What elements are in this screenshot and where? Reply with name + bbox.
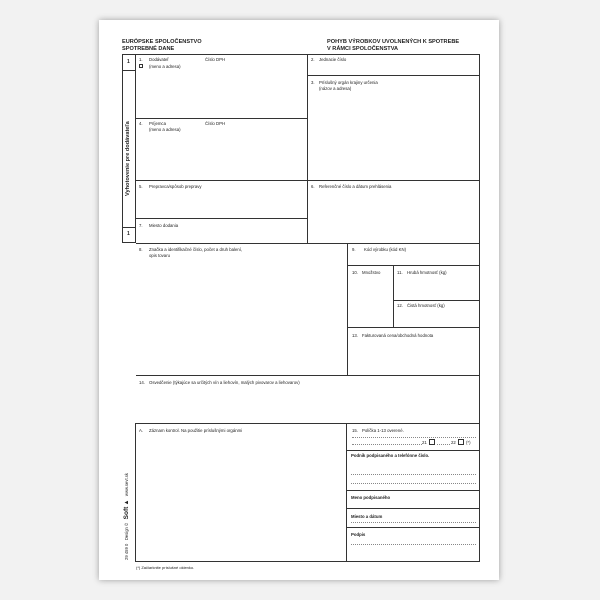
- sign-name-label: Meno podpisaného: [351, 495, 391, 500]
- field-21-checkbox[interactable]: [429, 439, 435, 445]
- header-right: [327, 39, 459, 52]
- publisher-logo: Soft: [123, 506, 130, 520]
- footnote: (*) Začiarknite príslušné okienko.: [136, 565, 195, 570]
- header-left-line1: EURÓPSKE SPOLOČENSTVO: [122, 39, 202, 45]
- field-8-label-line2: opis tovaru: [149, 253, 171, 258]
- publisher-web: www.sevt.sk: [124, 473, 129, 497]
- field-11-number: 11.: [397, 270, 403, 275]
- field-12-label: Čistá hmotnosť (kg): [407, 303, 445, 308]
- field-12-number: 12.: [397, 303, 403, 308]
- field-6-number: 6.: [311, 184, 315, 189]
- field-5-number: 5.: [139, 184, 143, 189]
- field-11-label: Hrubá hmotnosť (kg): [407, 270, 447, 275]
- field-4-number: 4.: [139, 121, 143, 126]
- field-13-number: 13.: [352, 333, 358, 338]
- header-right-line2: V RÁMCI SPOLOČENSTVA: [327, 45, 399, 52]
- field-6-label: Referenčné číslo a dátum prehlásenia: [319, 184, 392, 189]
- field-3-sub: (názov a adresa): [319, 86, 352, 91]
- field-21-label: 21: [422, 440, 427, 445]
- field-1-vat: Číslo DPH: [205, 57, 226, 62]
- field-1-label: Dodávateľ: [149, 57, 169, 62]
- sign-company-label: Podnik podpisaného a telefónne číslo.: [351, 453, 430, 458]
- field-5-label: Prepravca/spôsob prepravy: [149, 184, 202, 189]
- field-14-label: Osvedčenie (týkajúce sa určitých vín a liehovín, malých pivovarov a liehovarov): [149, 380, 300, 385]
- header-right-line1: POHYB VÝROBKOV UVOLNENÝCH K SPOTREBE: [327, 39, 460, 45]
- field-3-label: Príslušný orgán krajiny určenia: [319, 80, 378, 85]
- field-14-number: 14.: [139, 380, 145, 385]
- field-8-number: 8.: [139, 247, 143, 252]
- field-4-sub: (meno a adresa): [149, 127, 181, 132]
- field-1-checkbox[interactable]: [139, 64, 143, 68]
- copy-number-bottom: 1: [127, 231, 130, 237]
- field-3-number: 3.: [311, 80, 315, 85]
- field-1-number: 1.: [139, 57, 143, 62]
- header-left: [122, 39, 202, 52]
- field-22-label: 22: [451, 440, 456, 445]
- field-7-number: 7.: [139, 223, 143, 228]
- field-a-label: Záznam kontrol. Na použitie príslušnými orgánmi: [149, 428, 243, 433]
- publisher-code: 29 459 0: [124, 543, 129, 560]
- field-2-number: 2.: [311, 57, 315, 62]
- form-sheet: [99, 20, 499, 580]
- field-15-label: Políčka 1-13 overené.: [362, 428, 404, 433]
- sign-place-label: Miesto a dátum: [351, 514, 383, 519]
- field-9-label: Kód výrobku (kód KN): [364, 247, 407, 252]
- field-7-label: Miesto dodania: [149, 223, 179, 228]
- field-4-vat: Číslo DPH: [205, 121, 226, 126]
- publisher-mark-icon: ▲: [124, 499, 130, 506]
- field-a-number: A.: [139, 428, 144, 433]
- publisher-imprint: [123, 473, 130, 560]
- field-8-label: Značka a identifikačné číslo, počet a druh balení,: [149, 247, 243, 252]
- header-left-line2: SPOTREBNÉ DANE: [122, 45, 175, 52]
- control-record-box: [135, 423, 347, 562]
- field-10-number: 10.: [352, 270, 358, 275]
- copy-number-top: 1: [127, 59, 130, 65]
- field-4-label: Príjemca: [149, 121, 166, 126]
- field-10-label: Množstvo: [362, 270, 381, 275]
- publisher-design: Design ©: [124, 522, 129, 541]
- field-1-sub: (meno a adresa): [149, 64, 181, 69]
- field-9-number: 9.: [352, 247, 356, 252]
- sign-signature-label: Podpis: [351, 532, 366, 537]
- field-13-label: Fakturovaná cena/obchodná hodnota: [362, 333, 434, 338]
- field-15-number: 15.: [352, 428, 358, 433]
- field-22-checkbox[interactable]: [458, 439, 464, 445]
- field-22-mark: (*): [466, 440, 471, 445]
- field-2-label: Jednacie číslo: [319, 57, 347, 62]
- copy-label: Vyhotovenie pre dodávateľa: [125, 121, 131, 196]
